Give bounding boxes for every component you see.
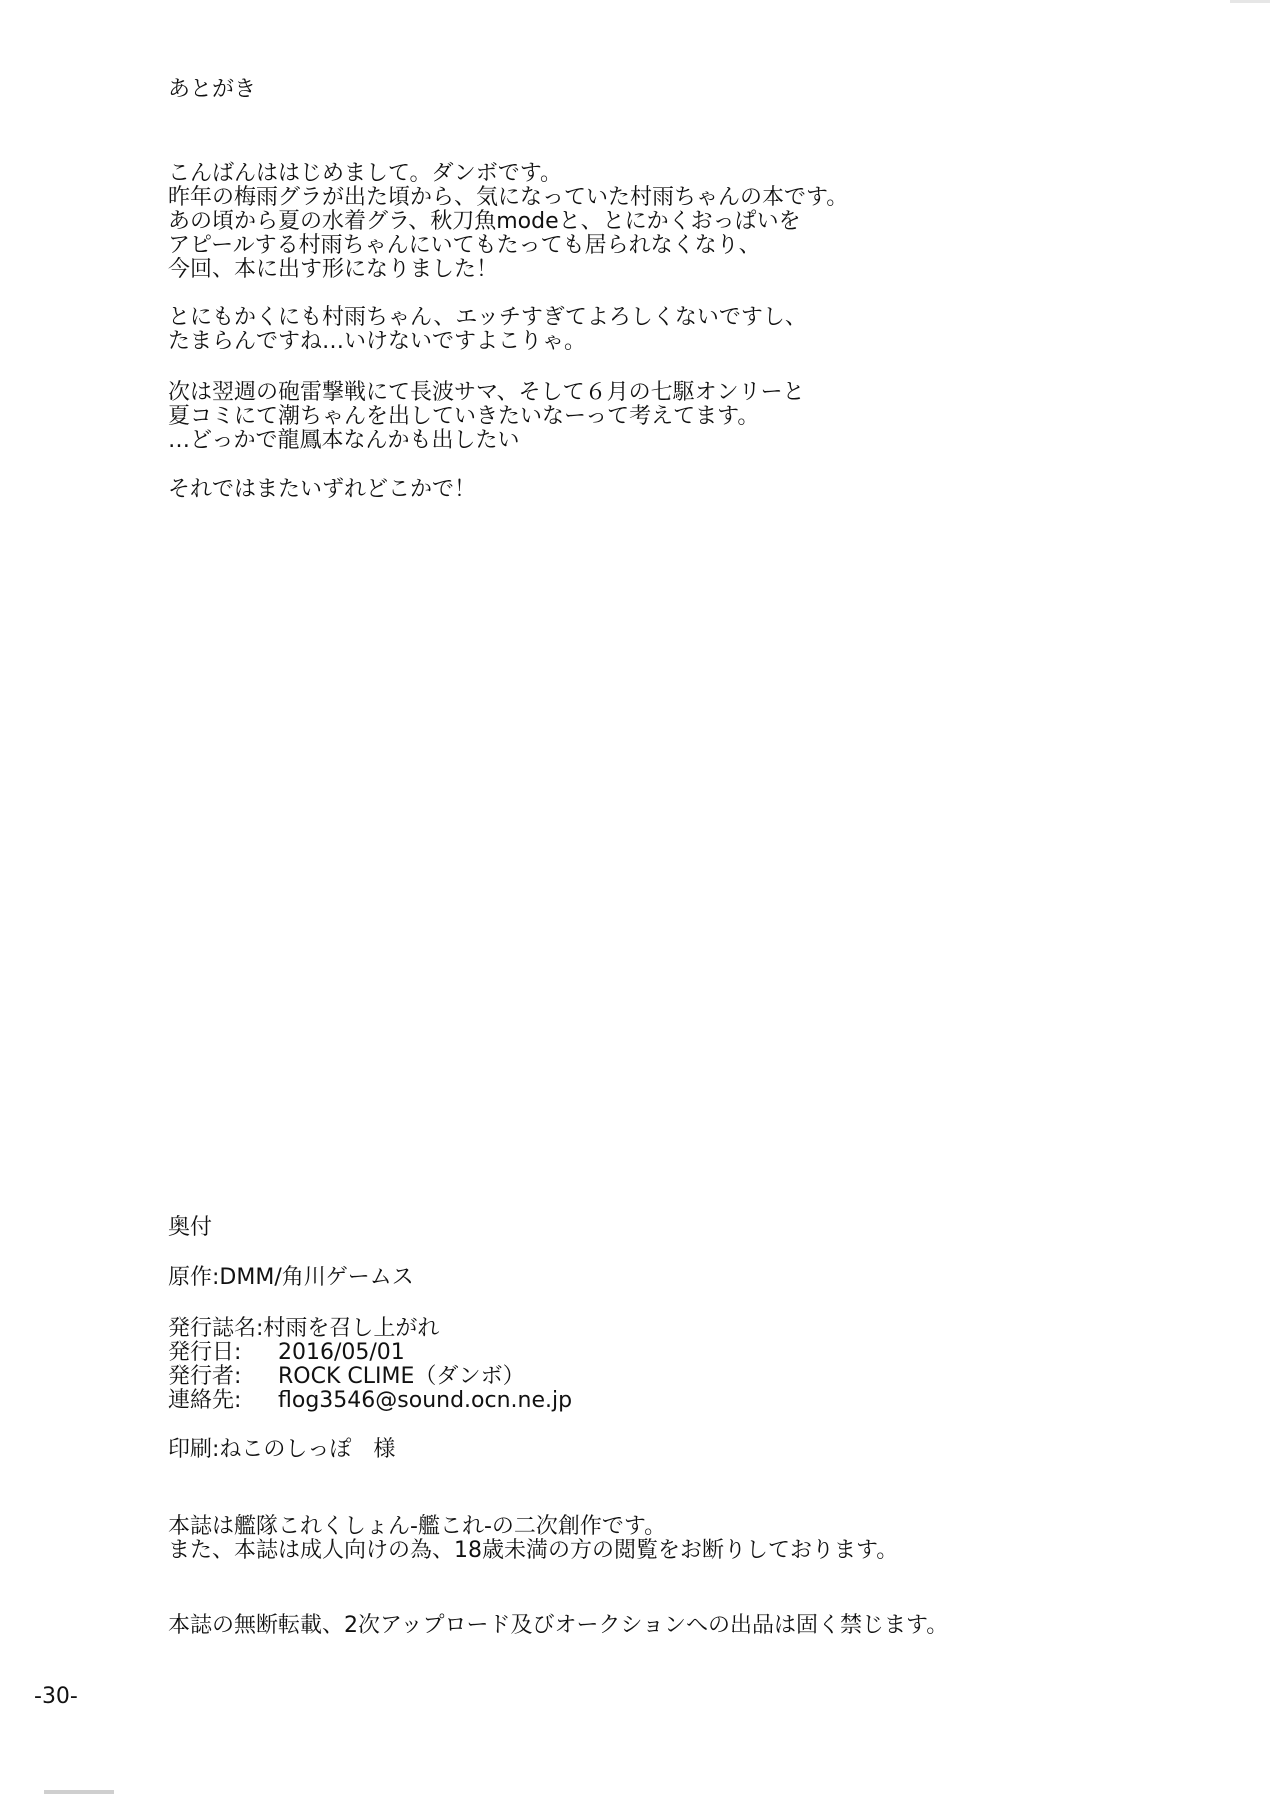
publish-date: 2016/05/01 (278, 1340, 405, 1365)
afterword-line: たまらんですね…いけないですよこりゃ。 (168, 329, 587, 354)
publication-title-label: 発行誌名: (168, 1316, 264, 1341)
afterword-paragraph-2 (168, 306, 807, 354)
afterword-paragraph-1 (168, 162, 848, 282)
afterword-paragraph-4 (168, 478, 476, 502)
publication-title: 村雨を召し上がれ (263, 1316, 440, 1341)
notice-line: 本誌は艦隊これくしょん-艦これ-の二次創作です。 (168, 1514, 667, 1539)
publisher-row (168, 1365, 525, 1389)
printing-credit: 印刷:ねこのしっぽ 様 (168, 1437, 396, 1462)
corner-mark (1230, 0, 1270, 3)
afterword-line: …どっかで龍鳳本なんかも出したい (168, 428, 520, 453)
contact-email: flog3546@sound.ocn.ne.jp (278, 1388, 573, 1413)
publication-title-row (168, 1317, 439, 1341)
bottom-edge-mark (44, 1790, 114, 1794)
afterword-line: それではまたいずれどこかで！ (168, 477, 477, 502)
publish-date-row (168, 1341, 405, 1365)
notice-line: また、本誌は成人向けの為、18歳未満の方の閲覧をお断りしております。 (168, 1538, 899, 1563)
contact-label: 連絡先: (168, 1388, 242, 1413)
afterword-line: こんばんははじめまして。ダンボです。 (168, 161, 563, 186)
afterword-line: 昨年の梅雨グラが出た頃から、気になっていた村雨ちゃんの本です。 (168, 185, 849, 210)
colophon-title: 奥付 (168, 1215, 213, 1240)
publisher: ROCK CLIME（ダンボ） (278, 1364, 525, 1389)
page-number: -30- (34, 1684, 78, 1709)
original-work: 原作:DMM/角川ゲームス (168, 1265, 414, 1290)
afterword-line: 今回、本に出す形になりました！ (168, 257, 499, 282)
prohibition-notice: 本誌の無断転載、2次アップロード及びオークションへの出品は固く禁じます。 (168, 1613, 949, 1638)
afterword-line: 次は翌週の砲雷撃戦にて長波サマ、そして６月の七駆オンリーと (168, 380, 805, 405)
afterword-title: あとがき (168, 77, 257, 102)
publish-date-label: 発行日: (168, 1340, 242, 1365)
publisher-label: 発行者: (168, 1364, 242, 1389)
afterword-line: とにもかくにも村雨ちゃん、エッチすぎてよろしくないですし、 (168, 305, 807, 330)
afterword-line: あの頃から夏の水着グラ、秋刀魚modeと、とにかくおっぱいを (168, 209, 801, 234)
contact-row (168, 1389, 572, 1413)
afterword-line: 夏コミにて潮ちゃんを出していきたいなーって考えてます。 (168, 404, 760, 429)
notice (168, 1515, 898, 1563)
afterword-paragraph-3 (168, 381, 805, 453)
afterword-line: アピールする村雨ちゃんにいてもたっても居られなくなり、 (168, 233, 761, 258)
